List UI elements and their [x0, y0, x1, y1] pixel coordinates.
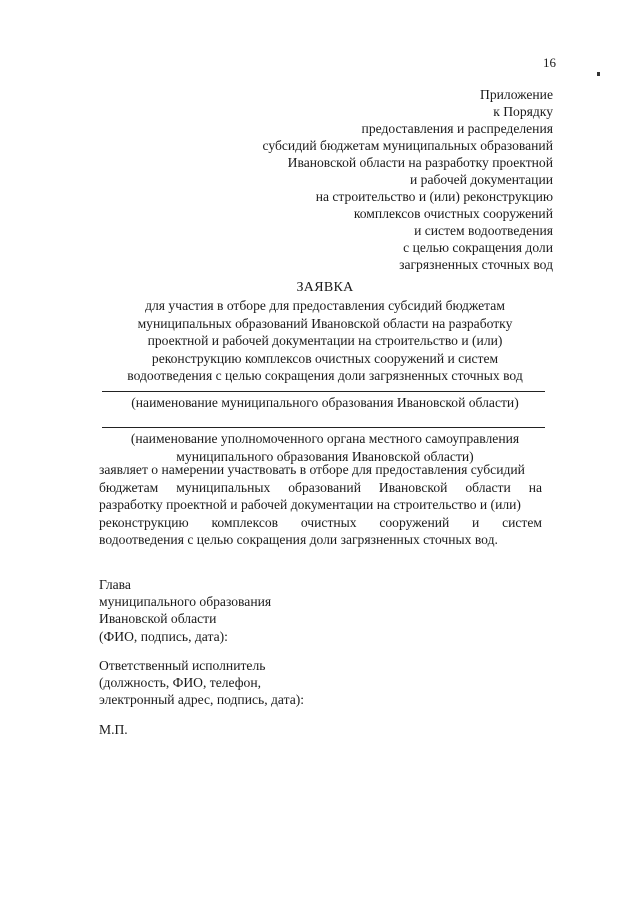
body-line: водоотведения с целью сокращения доли загрязненных сточных вод. — [99, 532, 498, 548]
appendix-line: загрязненных сточных вод — [399, 257, 553, 272]
appendix-line: Приложение — [480, 87, 553, 102]
body-line: заявляет о намерении участвовать в отборе для предоставления субсидий — [99, 462, 525, 477]
authority-caption — [0, 430, 640, 465]
subtitle-line: для участия в отборе для предоставления субсидий бюджетам — [145, 298, 505, 313]
scan-speck — [597, 72, 600, 76]
document-subtitle — [0, 297, 640, 385]
subtitle-line: проектной и рабочей документации на строительство и (или) — [147, 333, 503, 349]
subtitle-line: реконструкцию комплексов очистных сооружений и систем — [151, 350, 499, 366]
body-line: разработку проектной и рабочей документации на строительство и (или) — [99, 497, 521, 513]
body-line: бюджетам муниципальных образований Ивановской области на — [99, 479, 542, 495]
document-title: ЗАЯВКА — [296, 280, 354, 295]
appendix-line: предоставления и распределения — [361, 121, 553, 136]
signature-line: электронный адрес, подпись, дата): — [99, 692, 305, 708]
appendix-block — [223, 86, 553, 273]
body-line: реконструкцию комплексов очистных сооружений и систем — [99, 514, 542, 530]
caption-line: (наименование уполномоченного органа местного самоуправления — [130, 431, 520, 446]
authority-fill-line — [102, 427, 545, 428]
appendix-line: субсидий бюджетам муниципальных образований — [262, 138, 553, 153]
caption-line: муниципального образования Ивановской области) — [176, 448, 474, 464]
signature-line: муниципального образования — [99, 594, 272, 610]
appendix-line: комплексов очистных сооружений — [353, 206, 553, 221]
appendix-line: Ивановской области на разработку проектной — [287, 155, 553, 170]
municipality-caption — [0, 394, 640, 412]
caption-line: (наименование муниципального образования Ивановской области) — [131, 395, 519, 410]
appendix-line: на строительство и (или) реконструкцию — [315, 189, 553, 204]
appendix-line: и систем водоотведения — [414, 223, 553, 238]
subtitle-line: водоотведения с целью сокращения доли загрязненных сточных вод — [127, 368, 523, 384]
seal-mark: М.П. — [99, 722, 128, 737]
signature-line: Глава — [99, 577, 131, 592]
body-paragraph — [99, 461, 542, 549]
municipality-fill-line — [102, 391, 545, 392]
appendix-line: к Порядку — [493, 104, 553, 119]
signature-line: Ответственный исполнитель — [99, 658, 266, 673]
signature-line: (должность, ФИО, телефон, — [99, 675, 262, 691]
head-signature-block — [99, 576, 271, 645]
appendix-line: и рабочей документации — [409, 172, 553, 187]
signature-line: (ФИО, подпись, дата): — [99, 628, 228, 644]
subtitle-line: муниципальных образований Ивановской области на разработку — [137, 315, 513, 331]
appendix-line: с целью сокращения доли — [403, 240, 553, 255]
page-number: 16 — [543, 55, 556, 70]
executor-signature-block — [99, 657, 304, 709]
signature-line: Ивановской области — [99, 611, 217, 627]
